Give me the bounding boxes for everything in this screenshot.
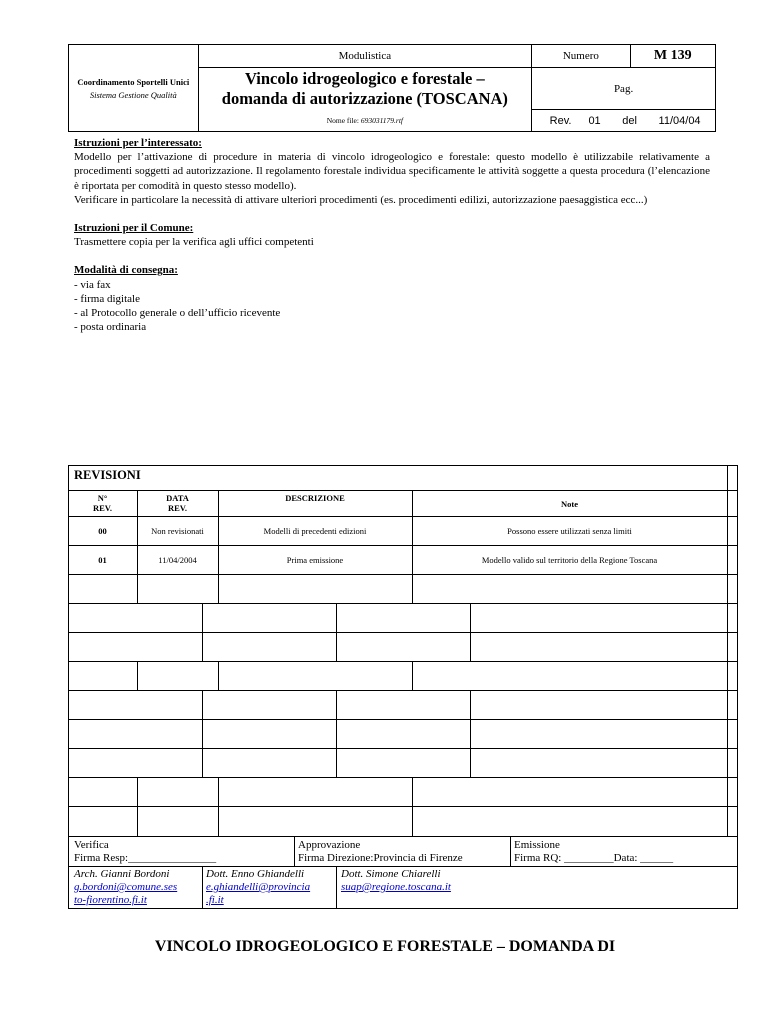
rev-value: 01 [588, 114, 601, 127]
signer-email-link[interactable]: g.bordoni@comune.ses [74, 881, 178, 893]
row-note: Modello valido sul territorio della Regione Toscana [481, 555, 658, 565]
revisions-title: REVISIONI [74, 468, 141, 482]
consegna-item: - via fax [74, 278, 111, 291]
col-header-date: DATA REV. [166, 493, 189, 513]
row-date: Non revisionati [151, 526, 204, 536]
row-rev: 00 [98, 526, 107, 536]
firma-rq-field: Firma RQ: _________Data: ______ [514, 852, 674, 864]
instructions-body [74, 136, 710, 334]
signer-name: Arch. Gianni Bordoni [74, 868, 170, 880]
signer-email-link[interactable]: .fi.it [206, 894, 224, 906]
document-title-line2: domanda di autorizzazione (TOSCANA) [221, 88, 508, 108]
emissione-label: Emissione [514, 839, 560, 851]
interessato-title: Istruzioni per l’interessato: [74, 137, 202, 149]
row-description: Prima emissione [286, 555, 344, 565]
consegna-item: - posta ordinaria [74, 321, 147, 334]
signer-1 [74, 868, 177, 907]
interessato-text-2: Verificare in particolare la necessità di attivare ulteriori procedimenti (es. procedimenti edilizi, autorizzazione paesaggistica ecc...) [74, 193, 648, 206]
col-header-note: Note [561, 499, 578, 509]
numero-label: Numero [532, 45, 630, 68]
quality-system-label: Sistema Gestione Qualità [89, 89, 177, 100]
firma-resp-field: Firma Resp:________________ [74, 852, 217, 864]
rev-date: 11/04/04 [658, 114, 701, 127]
row-description: Modelli di precedenti edizioni [263, 526, 367, 536]
next-page-title: VINCOLO IDROGEOLOGICO E FORESTALE – DOMANDA DI [154, 938, 616, 955]
verifica-label: Verifica [74, 839, 109, 851]
signer-email-link[interactable]: e.ghiandelli@provincia [206, 881, 311, 893]
row-note: Possono essere utilizzati senza limiti [507, 526, 632, 536]
signer-email-link[interactable]: to-fiorentino.fi.it [74, 894, 147, 906]
organization-cell [69, 45, 199, 132]
signer-name: Dott. Enno Ghiandelli [206, 868, 305, 880]
organization-name: Coordinamento Sportelli Unici [77, 76, 190, 87]
title-cell [198, 68, 532, 110]
del-label: del [622, 114, 637, 127]
approvazione-label: Approvazione [298, 839, 361, 851]
document-header [68, 44, 716, 132]
verifica-block [74, 839, 216, 865]
rev-label: Rev. [549, 114, 572, 127]
page-label: Pag. [532, 68, 716, 110]
signer-name: Dott. Simone Chiarelli [341, 868, 441, 880]
row-date: 11/04/2004 [158, 555, 197, 565]
numero-value: M 139 [630, 45, 715, 68]
interessato-text-1: Modello per l’attivazione di procedure in materia di vincolo idrogeologico e forestale: questo modello è utilizzabile relativamente a procedimenti soggetti ad autorizzazione. Il regolamento forestale individua specificamente le attività soggette a questa procedura (l’elencazione è riportata per comodità in questo stesso modello). [74, 151, 710, 192]
signer-email-link[interactable]: suap@regione.toscana.it [341, 881, 451, 893]
consegna-item: - firma digitale [74, 292, 140, 305]
firma-direzione-field: Firma Direzione:Provincia di Firenze [298, 852, 463, 864]
signer-3 [341, 868, 451, 894]
section-label: Modulistica [198, 45, 532, 68]
comune-title: Istruzioni per il Comune: [74, 222, 194, 235]
col-header-description: DESCRIZIONE [285, 493, 345, 503]
filename-label: Nome file: [326, 115, 361, 125]
col-header-rev: N° REV. [93, 493, 112, 513]
comune-text: Trasmettere copia per la verifica agli uffici competenti [74, 236, 314, 249]
row-rev: 01 [98, 555, 107, 565]
signer-2 [206, 868, 310, 907]
document-title-line1: Vincolo idrogeologico e forestale – [244, 68, 485, 88]
consegna-item: - al Protocollo generale o dell’ufficio ricevente [74, 307, 281, 320]
emissione-block [514, 839, 673, 865]
consegna-title: Modalità di consegna: [74, 264, 178, 277]
approvazione-block [298, 839, 463, 865]
revision-cell [532, 110, 716, 132]
filename-value: 693031179.rtf [360, 115, 404, 125]
filename-cell [198, 110, 532, 132]
